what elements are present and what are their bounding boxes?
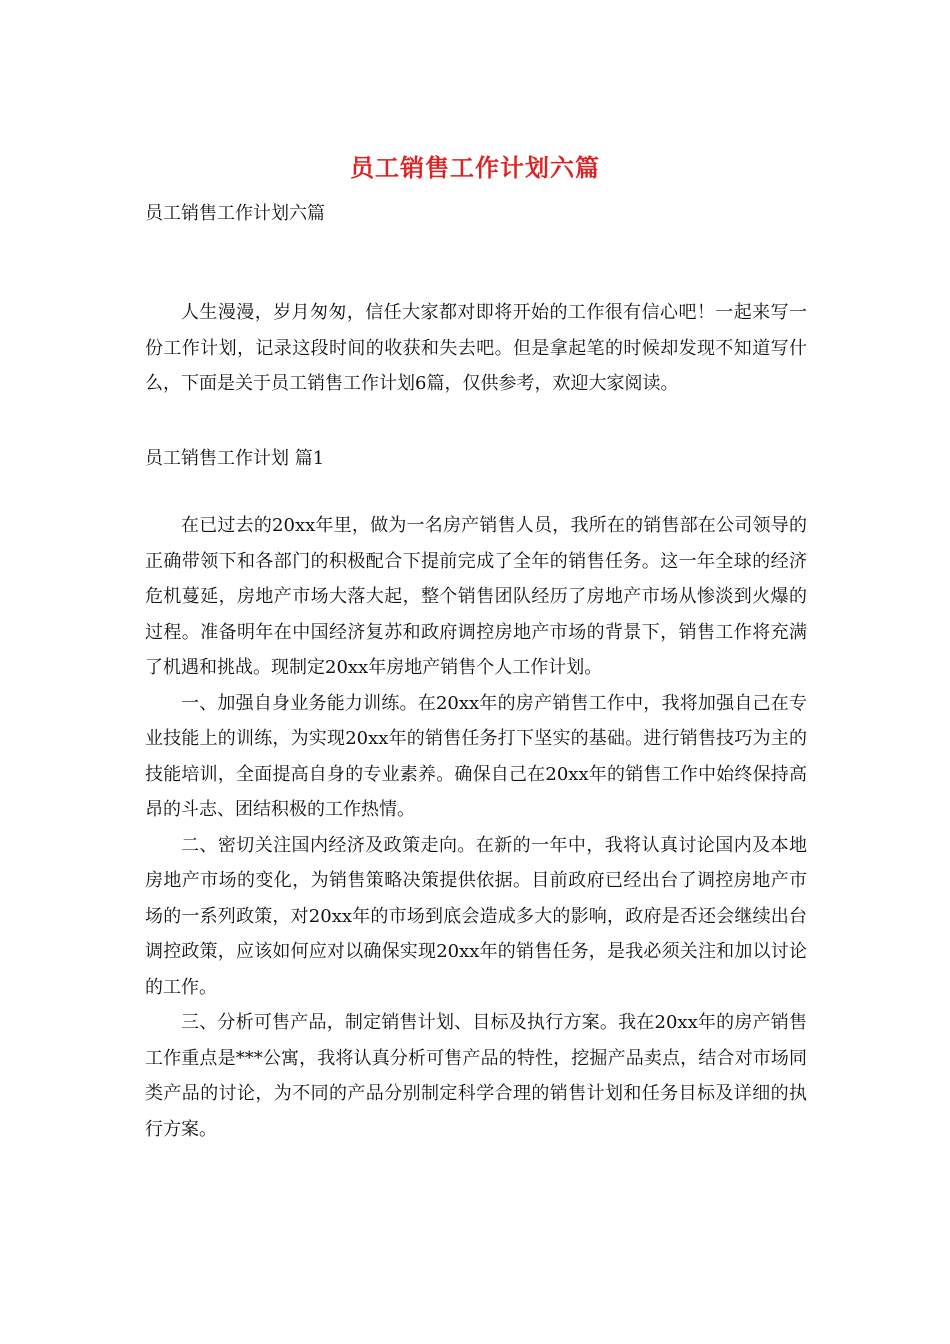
section-heading: 员工销售工作计划 篇1 bbox=[145, 448, 325, 469]
intro-paragraph: 人生漫漫，岁月匆匆，信任大家都对即将开始的工作很有信心吧！一起来写一份工作计划，记录这段时间的收获和失去吧。但是拿起笔的时候却发现不知道写什么，下面是关于员工销售工作计划6篇，仅供参考，欢迎大家阅读。 bbox=[145, 302, 807, 394]
section-paragraph: 一、加强自身业务能力训练。在20xx年的房产销售工作中，我将加强自己在专业技能上的训练，为实现20xx年的销售任务打下坚实的基础。进行销售技巧为主的技能培训，全面提高自身的专业素养。确保自己在20xx年的销售工作中始终保持高昂的斗志、团结积极的工作热情。 bbox=[145, 692, 807, 820]
section-paragraph: 二、密切关注国内经济及政策走向。在新的一年中，我将认真讨论国内及本地房地产市场的变化，为销售策略决策提供依据。目前政府已经出台了调控房地产市场的一系列政策，对20xx年的市场到底会造成多大的影响，政府是否还会继续出台调控政策，应该如何应对以确保实现20xx年的销售任务，是我必须关注和加以讨论的工作。 bbox=[145, 834, 807, 998]
document-title: 员工销售工作计划六篇 bbox=[350, 153, 600, 182]
section-paragraph: 在已过去的20xx年里，做为一名房产销售人员，我所在的销售部在公司领导的正确带领下和各部门的积极配合下提前完成了全年的销售任务。这一年全球的经济危机蔓延，房地产市场大落大起，整个销售团队经历了房地产市场从惨淡到火爆的过程。准备明年在中国经济复苏和政府调控房地产市场的背景下，销售工作将充满了机遇和挑战。现制定20xx年房地产销售个人工作计划。 bbox=[145, 515, 807, 678]
section-body bbox=[145, 508, 807, 1147]
section-paragraph: 三、分析可售产品，制定销售计划、目标及执行方案。我在20xx年的房产销售工作重点是***公寓，我将认真分析可售产品的特性，挖掘产品卖点，结合对市场同类产品的讨论，为不同的产品分别制定科学合理的销售计划和任务目标及详细的执行方案。 bbox=[145, 1012, 807, 1140]
document-subtitle: 员工销售工作计划六篇 bbox=[145, 203, 325, 224]
